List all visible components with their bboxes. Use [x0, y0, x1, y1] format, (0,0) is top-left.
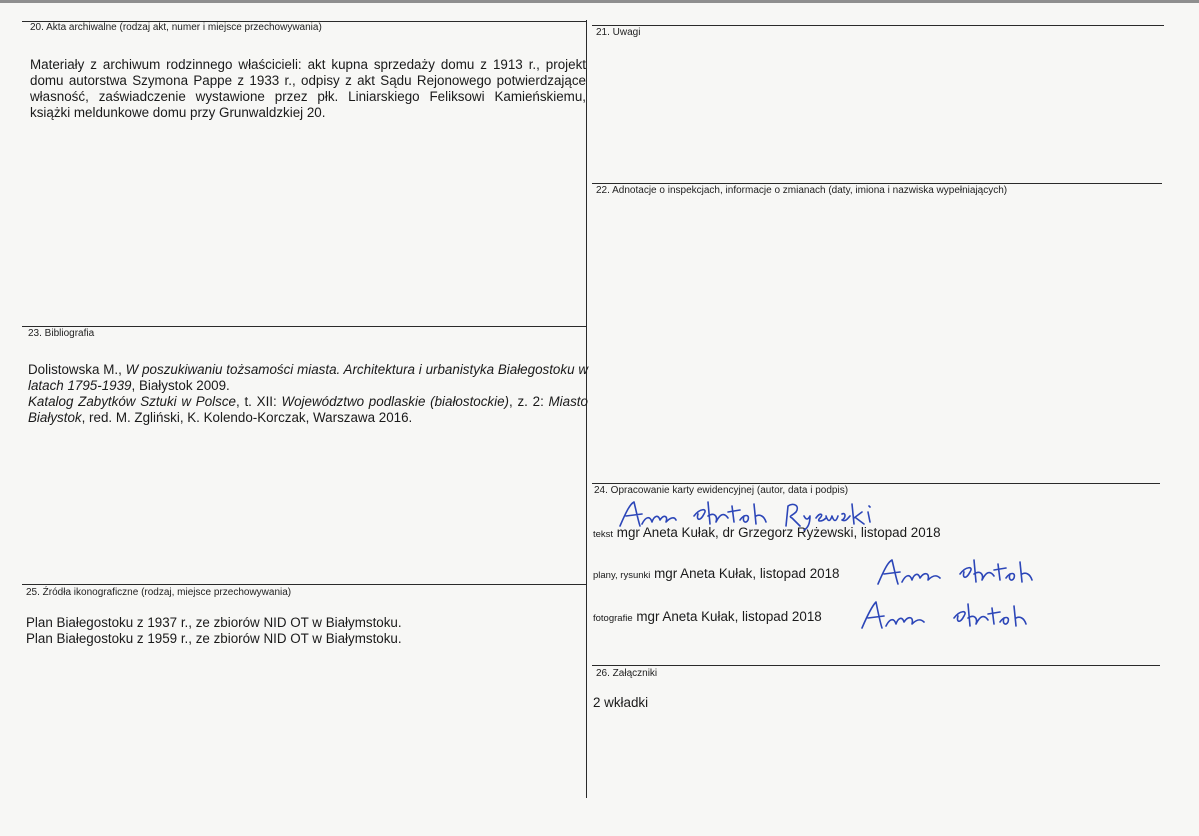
- label-s21: 21. Uwagi: [596, 27, 641, 38]
- signature-kulak-plans: [874, 556, 1039, 590]
- row-prefix: fotografie: [593, 613, 633, 624]
- rule-s25: [22, 584, 586, 585]
- author-row-plans: [593, 566, 839, 584]
- entry-mid2: , z. 2:: [509, 394, 549, 409]
- row-prefix: tekst: [593, 529, 614, 540]
- entry-rest: , red. M. Zgliński, K. Kolendo-Korczak, Warszawa 2016.: [81, 410, 413, 425]
- row-value: mgr Aneta Kułak, dr Grzegorz Ryżewski, listopad 2018: [616, 525, 941, 540]
- signature-ryzewski: [780, 498, 880, 532]
- bibliography-entry: [28, 362, 588, 394]
- entry-rest: , Białystok 2009.: [131, 378, 230, 393]
- rule-s22: [592, 183, 1162, 184]
- rule-s24: [592, 483, 1160, 484]
- scan-edge: [0, 0, 1199, 3]
- iconographic-source: Plan Białegostoku z 1959 r., ze zbiorów NID OT w Białymstoku.: [26, 631, 402, 646]
- author-row-photos: [593, 609, 822, 627]
- entry-title: Katalog Zabytków Sztuki w Polsce: [28, 394, 236, 409]
- attachments-text: 2 wkładki: [593, 695, 649, 710]
- bibliography-entry: [28, 394, 588, 426]
- rule-s23: [22, 326, 586, 327]
- entry-title: W poszukiwaniu tożsamości miasta. Architektura i urbanistyka Białegostoku w latach 1795-1939: [28, 362, 589, 393]
- entry-author: Dolistowska M.,: [28, 362, 126, 377]
- label-s20: 20. Akta archiwalne (rodzaj akt, numer i miejsce przechowywania): [30, 22, 322, 33]
- entry-title3: Miasto Białystok: [28, 394, 588, 425]
- text-s20: Materiały z archiwum rodzinnego właścicieli: akt kupna sprzedaży domu z 1913 r., projekt domu autorstwa Szymona Pappe z 1933 r., odpisy z akt Sądu Rejonowego potwierdzające własność, zaświadczenie wystawione przez płk. Liniarskiego Feliksowi Kamieńskiemu, książki meldunkowe domu przy Grunwaldzkiej 20.: [30, 57, 586, 120]
- rule-s26: [592, 665, 1160, 666]
- entry-mid: , t. XII:: [236, 394, 282, 409]
- label-s26: 26. Załączniki: [596, 668, 658, 679]
- label-s24: 24. Opracowanie karty ewidencyjnej (autor, data i podpis): [594, 485, 849, 496]
- label-s25: 25. Źródła ikonograficzne (rodzaj, miejsce przechowywania): [26, 587, 292, 598]
- rule-s21: [592, 25, 1164, 26]
- bibliography: [28, 362, 588, 426]
- signature-kulak-text: [616, 498, 776, 532]
- signature-kulak-photos: [858, 598, 1038, 634]
- row-prefix: plany, rysunki: [593, 570, 651, 581]
- iconographic-list: [26, 615, 402, 647]
- label-s22: 22. Adnotacje o inspekcjach, informacje o zmianach (daty, imiona i nazwiska wypełniających): [596, 185, 1008, 196]
- iconographic-source: Plan Białegostoku z 1937 r., ze zbiorów NID OT w Białymstoku.: [26, 615, 402, 630]
- entry-title2: Województwo podlaskie (białostockie): [281, 394, 510, 409]
- row-value: mgr Aneta Kułak, listopad 2018: [636, 609, 822, 624]
- label-s23: 23. Bibliografia: [28, 328, 95, 339]
- row-value: mgr Aneta Kułak, listopad 2018: [654, 566, 840, 581]
